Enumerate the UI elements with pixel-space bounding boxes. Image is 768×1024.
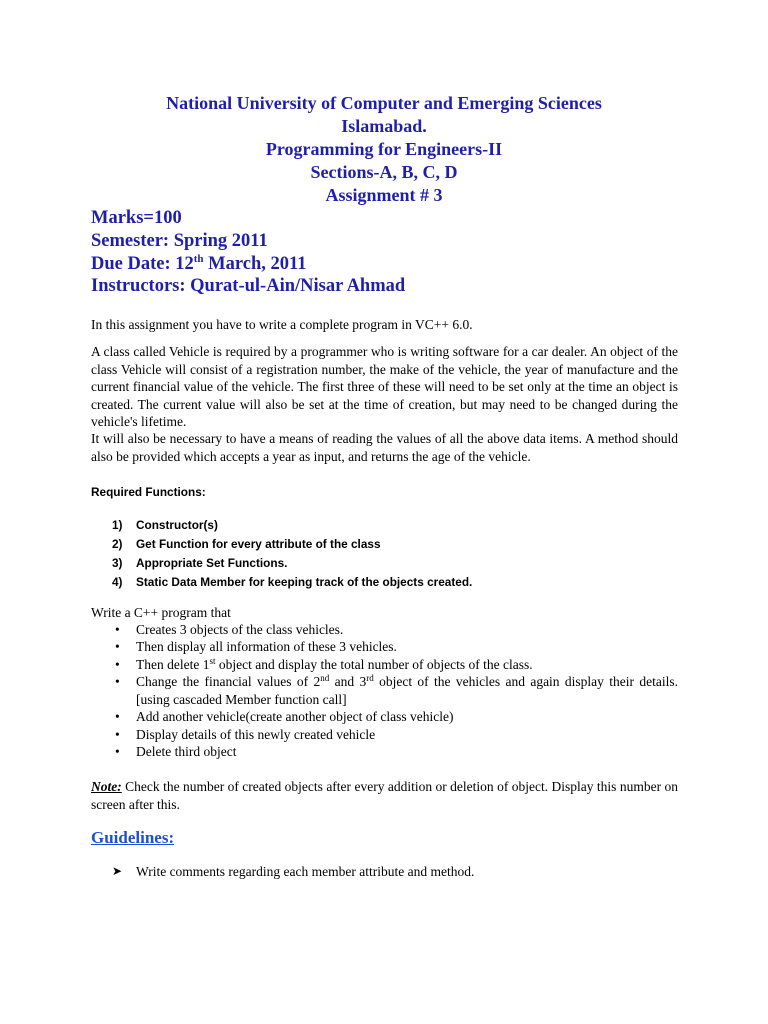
note-paragraph: [91, 778, 678, 813]
list-item: [91, 656, 678, 673]
due-date-suffix: March, 2011: [203, 253, 307, 274]
note-label: Note:: [91, 779, 122, 795]
list-item: [91, 708, 678, 725]
bullet-icon: •: [115, 743, 120, 759]
assignment-meta: [91, 207, 405, 298]
list-item-text: Change the financial values of 2: [136, 674, 321, 690]
list-item-text: Constructor(s): [136, 517, 218, 532]
required-functions-heading: Required Functions:: [91, 485, 206, 500]
due-date-prefix: Due Date: 12: [91, 253, 194, 274]
bullet-icon: •: [115, 656, 120, 672]
document-header: [0, 92, 768, 207]
list-item: [91, 535, 678, 554]
list-item: [91, 673, 678, 708]
list-item-text: and 3: [329, 674, 367, 690]
list-number: 2): [112, 536, 123, 551]
note-text: Check the number of created objects after every addition or deletion of object. Display this number on screen after this.: [91, 779, 678, 812]
sections: Sections-A, B, C, D: [310, 162, 458, 182]
list-item-text: Write comments regarding each member attribute and method.: [136, 863, 475, 879]
list-item-text: Appropriate Set Functions.: [136, 555, 288, 570]
assignment-title: Assignment # 3: [325, 185, 443, 205]
guidelines-heading: Guidelines:: [91, 828, 175, 848]
arrow-bullet-icon: ➤: [112, 863, 123, 878]
due-date-sup: th: [193, 252, 204, 265]
list-item: [91, 726, 678, 743]
ordinal-sup: rd: [366, 673, 374, 684]
due-date: [91, 253, 405, 276]
list-item: [91, 573, 678, 592]
marks: Marks=100: [91, 208, 182, 228]
course-title: Programming for Engineers-II: [265, 139, 503, 159]
semester: Semester: Spring 2011: [91, 230, 268, 251]
vehicle-description-paragraph: A class called Vehicle is required by a programmer who is writing software for a car dealer. An object of the class Vehicle will consist of a registration number, the make of the vehicle, the year of manufacture and the current financial value of the vehicle. The first three of these will need to be set only at the time an object is created. The current value will also be set at the time of creation, but may need to be changed during the vehicle's lifetime.: [91, 344, 678, 430]
required-functions-list: [91, 516, 678, 592]
ordinal-sup: st: [209, 655, 216, 666]
campus-name: Islamabad.: [341, 116, 427, 136]
list-item-text: Get Function for every attribute of the class: [136, 536, 381, 551]
list-item: [91, 863, 678, 880]
methods-paragraph: It will also be necessary to have a means of reading the values of all the above data items. A method should also be provided which accepts a year as input, and returns the age of the vehicle.: [91, 431, 678, 464]
bullet-icon: •: [115, 622, 120, 638]
list-item: [91, 638, 678, 655]
list-number: 4): [112, 574, 123, 589]
list-item-text: object and display the total number of objects of the class.: [215, 656, 533, 672]
program-steps-list: [91, 621, 678, 760]
program-intro: Write a C++ program that: [91, 604, 231, 620]
list-item-text: Static Data Member for keeping track of the objects created.: [136, 574, 473, 589]
list-number: 1): [112, 517, 123, 532]
list-item: [91, 621, 678, 638]
instructors: Instructors: Qurat-ul-Ain/Nisar Ahmad: [91, 276, 406, 297]
guidelines-list: [91, 863, 678, 880]
list-item-text: Add another vehicle(create another object of class vehicle): [136, 709, 454, 725]
list-item-text: Creates 3 objects of the class vehicles.: [136, 622, 344, 638]
list-item-text: object of the vehicles and again display their details. [using cascaded Member function call]: [136, 674, 678, 707]
list-item-text: Then display all information of these 3 vehicles.: [136, 639, 397, 655]
list-item: [91, 743, 678, 760]
list-number: 3): [112, 555, 123, 570]
ordinal-sup: nd: [320, 673, 330, 684]
list-item: [91, 516, 678, 535]
university-name: National University of Computer and Emerging Sciences: [166, 93, 602, 113]
intro-paragraph: In this assignment you have to write a complete program in VC++ 6.0.: [91, 317, 473, 332]
list-item: [91, 554, 678, 573]
bullet-icon: •: [115, 639, 120, 655]
document-body: [91, 316, 678, 880]
list-item-text: Delete third object: [136, 743, 237, 759]
list-item-text: Display details of this newly created vehicle: [136, 726, 376, 742]
bullet-icon: •: [115, 709, 120, 725]
list-item-text: Then delete 1: [136, 656, 210, 672]
bullet-icon: •: [115, 726, 120, 742]
bullet-icon: •: [115, 674, 120, 690]
